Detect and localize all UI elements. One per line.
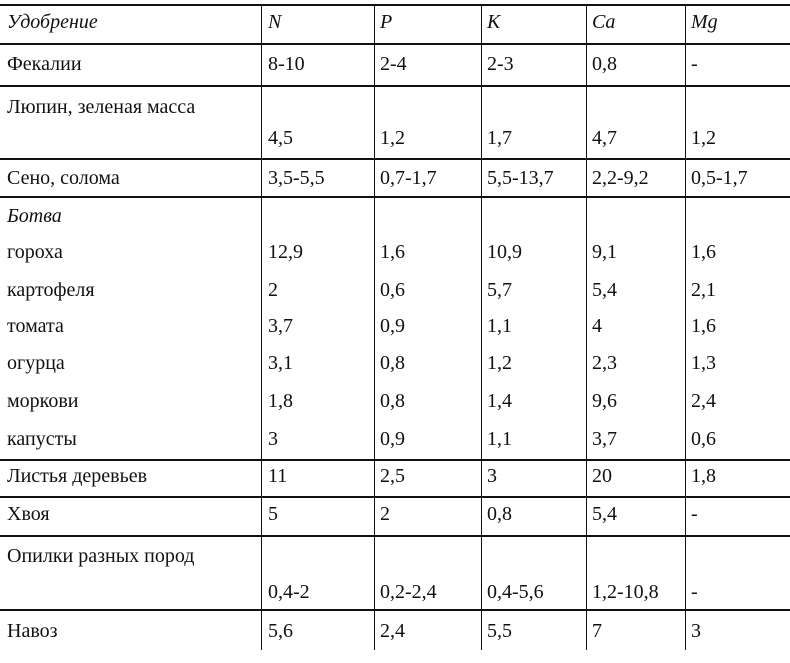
row-divider [0, 609, 790, 611]
table-cell: 1,2-10,8 [592, 581, 659, 603]
table-cell: 5,4 [592, 279, 617, 301]
row-label: капусты [7, 428, 77, 450]
table-cell: 5 [268, 503, 278, 525]
table-cell: 1,8 [691, 465, 716, 487]
row-divider [0, 43, 790, 45]
table-cell: 7 [592, 620, 602, 642]
header-ca: Ca [592, 11, 616, 33]
table-cell: 1,1 [487, 315, 512, 337]
row-label: Навоз [7, 620, 58, 642]
table-cell: - [691, 503, 698, 525]
table-cell: 3,5-5,5 [268, 167, 325, 189]
row-label: Ботва [7, 205, 62, 227]
table-cell: 0,2-2,4 [380, 581, 437, 603]
table-cell: 3,1 [268, 352, 293, 374]
row-label: Опилки разных пород [7, 545, 195, 567]
table-cell: 1,6 [380, 241, 405, 263]
table-cell: 0,6 [691, 428, 716, 450]
row-label: картофеля [7, 279, 95, 301]
table-cell: 9,1 [592, 241, 617, 263]
table-cell: 1,8 [268, 390, 293, 412]
table-cell: 1,2 [487, 352, 512, 374]
table-cell: 0,9 [380, 428, 405, 450]
header-k: K [487, 11, 501, 33]
table-cell: 3 [691, 620, 701, 642]
header-n: N [268, 11, 282, 33]
row-label: Люпин, зеленая масса [7, 96, 196, 118]
row-divider [0, 496, 790, 498]
row-divider [0, 158, 790, 160]
row-label: Фекалии [7, 53, 82, 75]
table-cell: 0,8 [380, 390, 405, 412]
table-cell: 2 [268, 279, 278, 301]
header-mg: Mg [691, 11, 718, 33]
column-divider [374, 4, 375, 650]
row-label: томата [7, 315, 64, 337]
row-divider [0, 196, 790, 198]
table-cell: 0,8 [380, 352, 405, 374]
table-cell: 0,9 [380, 315, 405, 337]
table-cell: 10,9 [487, 241, 522, 263]
table-cell: 0,8 [487, 503, 512, 525]
row-label: Хвоя [7, 503, 50, 525]
header-p: P [380, 11, 393, 33]
table-cell: 1,2 [691, 127, 716, 149]
column-divider [685, 4, 686, 650]
table-cell: 5,4 [592, 503, 617, 525]
table-cell: 2-3 [487, 53, 514, 75]
row-label: Листья деревьев [7, 465, 148, 487]
table-cell: 1,3 [691, 352, 716, 374]
table-cell: 1,6 [691, 241, 716, 263]
table-cell: 8-10 [268, 53, 305, 75]
table-cell: 4 [592, 315, 602, 337]
table-cell: 1,7 [487, 127, 512, 149]
table-cell: 4,5 [268, 127, 293, 149]
table-cell: 0,4-2 [268, 581, 310, 603]
table-cell: 20 [592, 465, 612, 487]
table-cell: 0,4-5,6 [487, 581, 544, 603]
table-cell: 3,7 [592, 428, 617, 450]
table-cell: 2-4 [380, 53, 407, 75]
header-fertilizer: Удобрение [7, 11, 98, 33]
table-cell: 2,2-9,2 [592, 167, 649, 189]
row-divider [0, 85, 790, 87]
table-cell: 2,3 [592, 352, 617, 374]
table-cell: - [691, 581, 698, 603]
table-cell: 0,7-1,7 [380, 167, 437, 189]
table-cell: 3 [268, 428, 278, 450]
table-cell: 1,6 [691, 315, 716, 337]
row-label: гороха [7, 241, 63, 263]
table-cell: 0,8 [592, 53, 617, 75]
table-cell: 5,6 [268, 620, 293, 642]
table-cell: 1,2 [380, 127, 405, 149]
table-cell: 5,7 [487, 279, 512, 301]
row-divider [0, 535, 790, 537]
table-cell: 2,4 [380, 620, 405, 642]
table-cell: 2,4 [691, 390, 716, 412]
column-divider [261, 4, 262, 650]
column-divider [586, 4, 587, 650]
table-cell: 9,6 [592, 390, 617, 412]
table-cell: 0,6 [380, 279, 405, 301]
table-cell: 3,7 [268, 315, 293, 337]
table-cell: 5,5-13,7 [487, 167, 554, 189]
table-cell: 2,5 [380, 465, 405, 487]
table-cell: 1,1 [487, 428, 512, 450]
row-label: моркови [7, 390, 79, 412]
table-cell: 11 [268, 465, 288, 487]
row-label: Сено, солома [7, 167, 120, 189]
row-divider [0, 4, 790, 6]
row-label: огурца [7, 352, 65, 374]
table-cell: 4,7 [592, 127, 617, 149]
table-cell: 1,4 [487, 390, 512, 412]
row-divider [0, 459, 790, 461]
table-cell: 3 [487, 465, 497, 487]
table-cell: 5,5 [487, 620, 512, 642]
table-cell: 2,1 [691, 279, 716, 301]
table-cell: 0,5-1,7 [691, 167, 748, 189]
table-cell: 2 [380, 503, 390, 525]
column-divider [481, 4, 482, 650]
table-cell: 12,9 [268, 241, 303, 263]
table-cell: - [691, 53, 698, 75]
